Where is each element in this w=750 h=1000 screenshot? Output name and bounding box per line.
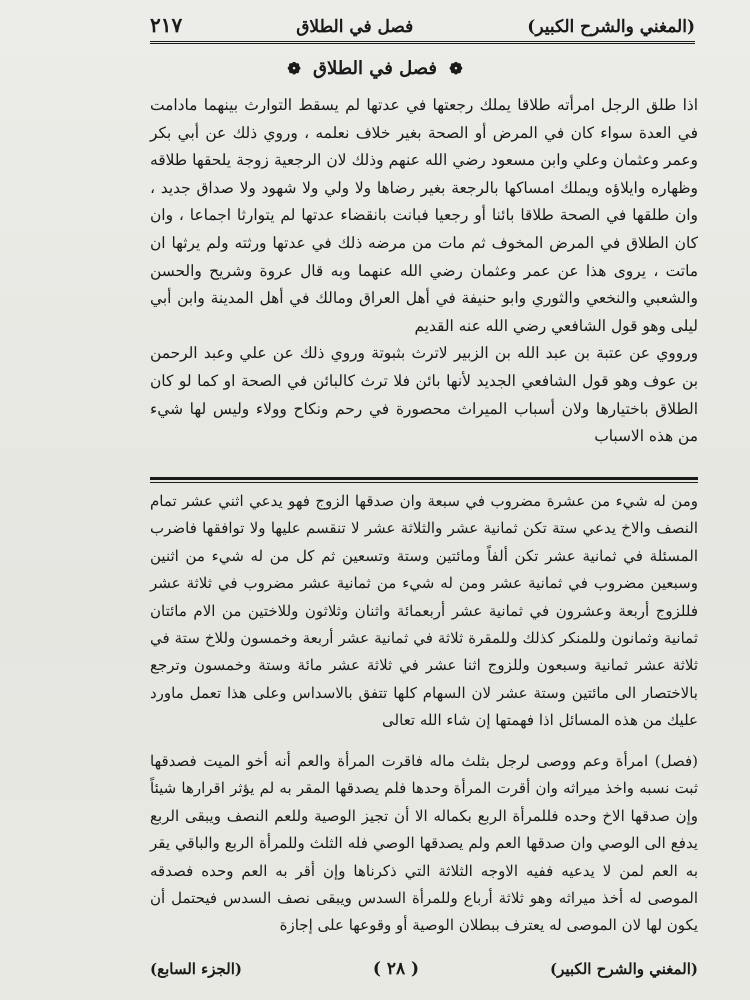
footer-page-number: ( ٢٨ ) bbox=[372, 959, 420, 979]
header-book-title: (المغني والشرح الكبير) bbox=[527, 17, 695, 37]
section-divider bbox=[150, 477, 698, 480]
main-text bbox=[150, 92, 698, 451]
commentary-text bbox=[150, 488, 698, 735]
paragraph: (فصل) امرأة وعم ووصى لرجل بثلث ماله فاقرت المرأة والعم أنه أخو الميت فصدقها ثبت نسبه واخذ ميراثه وان أقرت المرأة وحدها فلم يصدقها المقر به لم يؤثر اقرارها شيئاً وإن صدقها الاخ وحده فللمرأة الربع بكماله الا أن تجيز الوصية وللعم النصف ويبقى الربع يدفع الى الوصي وان صدقها العم ولم يصدقها الوصي فله الثلث وللمرأة الربع والباقي يقر به العم لمن لا يدعيه ففيه الاوجه الثلاثة التي ذكرناها وإن أقر به العم وحده فصدقه الموصى له أخذ ميراثه وهو ثلاثة أرباع وللمرأة السدس ويبقى نصف السدس فيحتمل أن يكون لها لان الموصى له يعترف ببطلان الوصية أو وقوعها على إجازة bbox=[150, 752, 698, 935]
page-footer bbox=[150, 955, 698, 983]
section-title bbox=[0, 58, 750, 79]
paragraph: اذا طلق الرجل امرأته طلاقا يملك رجعتها في عدتها لم يسقط التوارث بينهما مادامت في العدة سواء كان في المرض أو الصحة بغير خلاف نعلمه ، وروي ذلك عن أبي بكر وعمر وعثمان وعلي وابن مسعود رضي الله عنهم وذلك لان الرجعية زوجة يلحقها طلاقه وظهاره وايلاؤه ويملك امساكها بالرجعة بغير رضاها ولا ولي ولا شهود ولا صداق جديد ، وان طلقها في الصحة طلاقا بائنا أو رجعيا فبانت بانقضاء عدتها لم يتوارثا اجماعا ، وان كان الطلاق في المرض المخوف ثم مات من مرضه ذلك في عدتها ورثته ولم يرثها ان ماتت ، يروى هذا عن عمر وعثمان رضي الله عنهما وبه قال عروة وشريح والحسن والشعبي والنخعي والثوري وابو حنيفة في أهل العراق ومالك في أهل المدينة وابن أبي ليلى وهو قول الشافعي رضي الله عنه القديم bbox=[150, 96, 698, 335]
section-title-text: فصل في الطلاق bbox=[313, 58, 437, 79]
header-chapter-title: فصل في الطلاق bbox=[296, 17, 414, 37]
paragraph: ومن له شيء من عشرة مضروب في سبعة وان صدقها الزوج فهو يدعي اثني عشر تمام النصف والاخ يدعي ستة تكن ثمانية عشر والثلاثة عشر لا تنقسم عليها ولا توافقها فاضرب المسئلة في ثمانية عشر تكن ألفاً ومائتين وستة وتسعين ثم كل من له شيء من اثنين وسبعين مضروب في ثمانية عشر ومن له شيء من ثمانية عشر مضروب في ثلاثة عشر فللزوج أربعة وعشرون في ثمانية عشر أربعمائة واثنان وثلاثون وللاختين من الام مائتان ثمانية وثمانون وللمنكر كذلك وللمقرة ثلاثة في ثمانية عشر أربعة وخمسون وللاخ ستة في ثلاثة عشر ثمانية وسبعون وللزوج اثنا عشر في ثلاثة عشر مائة وستة وخمسون وترجع بالاختصار الى مائتين وستة عشر لان السهام كلها تتفق بالاسداس وعلى هذا تعمل ماورد عليك من هذه المسائل اذا فهمتها إن شاء الله تعالى bbox=[150, 492, 698, 730]
ornament-right-icon: ❁ bbox=[449, 59, 463, 78]
footer-book-title: (المغني والشرح الكبير) bbox=[550, 960, 698, 978]
footer-volume: (الجزء السابع) bbox=[150, 960, 243, 978]
commentary-text-fasl bbox=[150, 748, 698, 940]
paragraph: ورووي عن عتبة بن عبد الله بن الزبير لاترث بثبوتة وروي ذلك عن علي وعبد الرحمن بن عوف وهو قول الشافعي الجديد لأنها بائن فلا ترث كالبائن في الصحة او كما لو كان الطلاق باختيارها ولان أسباب الميراث محصورة في رحم ونكاح وولاء وليس لها شيء من هذه الاسباب bbox=[150, 344, 698, 446]
ornament-left-icon: ❁ bbox=[287, 59, 301, 78]
header-page-number: ٢١٧ bbox=[150, 13, 183, 37]
page-header bbox=[150, 4, 695, 44]
